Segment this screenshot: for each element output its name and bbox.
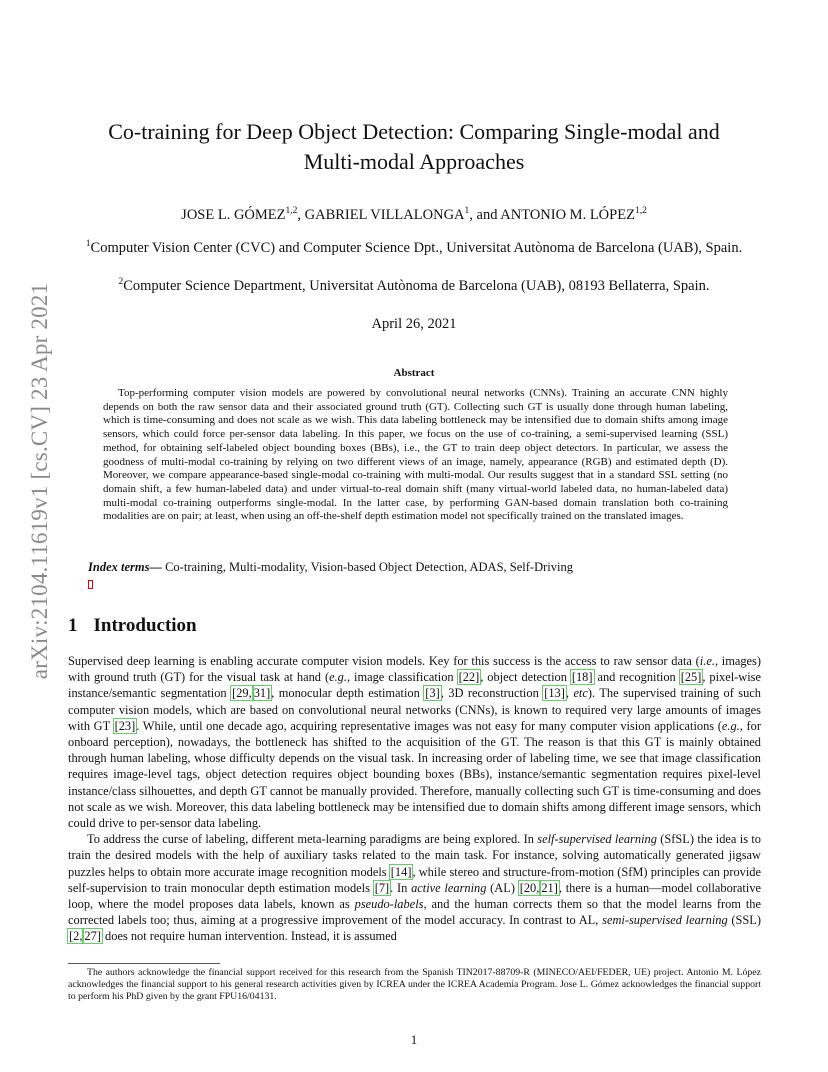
affiliation-2-text: Computer Science Department, Universitat Autònoma de Barcelona (UAB), 08193 Bellaterra, Spain.: [123, 277, 710, 294]
citation-link[interactable]: [23]: [114, 718, 136, 733]
text-run: , image classification: [346, 670, 458, 685]
text-run: does not require human intervention. Instead, it is assumed: [101, 929, 397, 944]
text-run: (AL): [486, 880, 519, 895]
citation-link[interactable]: [25]: [680, 670, 702, 685]
author-list: [60, 202, 768, 224]
emphasis: etc: [573, 686, 588, 701]
text-run: . While, until one decade ago, acquiring representative images was not easy for many computer vision applications (: [136, 718, 722, 733]
text-run: , 3D reconstruction: [440, 686, 544, 701]
text-run: (SSL): [727, 913, 761, 928]
arxiv-identifier: arXiv:2104.11619v1 [cs.CV] 23 Apr 2021: [27, 282, 52, 680]
paper-title: [60, 117, 768, 177]
section-number: 1: [68, 615, 78, 636]
paragraph-1: [68, 653, 761, 831]
author-villalonga: , GABRIEL VILLALONGA: [297, 206, 465, 223]
text-run: Supervised deep learning is enabling accurate computer vision models. Key for this success is the access to raw sensor data (: [68, 654, 700, 668]
citation-link[interactable]: 31]: [253, 686, 271, 701]
emphasis: self-supervised learning: [537, 832, 657, 847]
citation-link[interactable]: [22]: [458, 670, 480, 685]
text-run: ). The supervised training of such computer vision models, which are based on convolutional neural networks (CNNs), is known to required very large amounts of images with GT: [68, 686, 761, 733]
author-villalonga-affiliation: 1: [464, 206, 470, 216]
text-run: , while stereo and structure-from-motion (SfM) principles can provide self-supervision to train monocular depth estimation models: [68, 864, 762, 895]
affiliation-1-number: 1: [85, 239, 91, 249]
affiliation-2: [60, 273, 768, 296]
section-heading: [68, 615, 197, 637]
author-lopez-affiliation: 1,2: [634, 206, 647, 216]
footnote-anchor-link[interactable]: [88, 580, 93, 589]
citation-link[interactable]: [14]: [390, 864, 412, 879]
text-run: , for onboard perception), nowadays, the bottleneck has shifted to the acquisition of the GT. The reason is that this GT is mainly obtained through human labeling, whose difficulty depends on the visual task. In increasing order of labeling time, we see that image classification requires image-level tags, object detection requires object bounding boxes (BBs), instance/semantic segmentation requires pixel-level instance/class silhouettes, and depth GT cannot be manually provided. Therefore, manually collecting such GT is time-consuming and does not scale as we wish. Moreover, this data labeling bottleneck may be intensified due to domain shifts among different image sensors, which could drive to per-sensor data labeling.: [68, 718, 761, 831]
citation-link[interactable]: [29,: [232, 686, 252, 701]
paper-title-line-1: Co-training for Deep Object Detection: Comparing Single-modal and: [108, 119, 720, 144]
affiliation-2-number: 2: [118, 277, 124, 287]
author-gomez-affiliation: 1,2: [285, 206, 298, 216]
arxiv-identifier-stamp: [20, 282, 60, 680]
abstract-heading: Abstract: [393, 367, 435, 379]
footnote-divider: [68, 963, 220, 964]
citation-link[interactable]: [13]: [544, 686, 565, 701]
text-run: and recognition: [593, 670, 680, 685]
citation-link[interactable]: 27]: [84, 929, 101, 944]
citation-link[interactable]: [2,: [69, 929, 83, 944]
text-run: ,: [565, 686, 574, 701]
author-lopez: , and ANTONIO M. LÓPEZ: [469, 206, 635, 223]
affiliation-1-text: Computer Vision Center (CVC) and Computer Science Dpt., Universitat Autònoma de Barcelona (UAB), Spain.: [90, 239, 743, 256]
text-run: , object detection: [480, 670, 571, 685]
text-run: , pixel-wise instance/semantic segmentation: [68, 670, 762, 701]
citation-link[interactable]: 21]: [541, 880, 558, 895]
affiliation-1: [60, 235, 768, 258]
text-run: . In: [390, 880, 412, 895]
citation-link[interactable]: [7]: [374, 880, 390, 895]
text-run: To address the curse of labeling, different meta-learning paradigms are being explored. In: [87, 832, 538, 847]
footnote-acknowledgement: The authors acknowledge the financial support received for this research from the Spanish TIN2017-88709-R (MINECO/AEI/FEDER, UE) project. Antonio M. López acknowledges the financial support to his general research activities given by ICREA under the ICREA Academia Program. Jose L. Gómez acknowledges the financial support to perform his PhD given by the grant FPU16/04131.: [68, 967, 761, 1002]
abstract-text: Top-performing computer vision models are powered by convolutional neural networks (CNNs). Training an accurate CNN highly depends on both the raw sensor data and their associated ground truth (GT). Collecting such GT is usually done through human labeling, which is time-consuming and does not scale as we wish. This data labeling bottleneck may be intensified due to domain shifts among image sensors, which could force per-sensor data labeling. In this paper, we focus on the use of co-training, a semi-supervised learning (SSL) method, for obtaining self-labeled object bounding boxes (BBs), i.e., the GT to train deep object detectors. In particular, we assess the goodness of multi-modal co-training by relying on two different views of an image, namely, appearance (RGB) and estimated depth (D). Moreover, we compare appearance-based single-modal co-training with multi-modal. Our results suggest that in a standard SSL setting (no domain shift, a few human-labeled data) and under virtual-to-real domain shift (many virtual-world labeled data, no human-labeled data) multi-modal co-training outperforms single-modal. In the latter case, by performing GAN-based domain translation both co-training modalities are on pair; at least, when using an off-the-shelf depth estimation model not specifically trained on the translated images.: [103, 387, 728, 523]
paper-title-line-2: Multi-modal Approaches: [303, 149, 525, 174]
emphasis: active learning: [411, 880, 487, 895]
index-terms: [88, 560, 738, 575]
emphasis: pseudo-labels: [354, 897, 424, 912]
emphasis: i.e.: [699, 654, 715, 668]
citation-link[interactable]: [3]: [425, 686, 440, 701]
text-run: (SfSL) the idea is to train the desired models with the help of auxiliary tasks related to the main task. For instance, solving automatically generated jigsaw puzzles helps to obtain more accurate image recognition models: [68, 832, 761, 879]
publication-date: April 26, 2021: [371, 316, 457, 332]
emphasis: semi-supervised learning: [602, 913, 728, 928]
text-run: , there is a human—model collaborative loop, where the model proposes data labels, known as: [68, 880, 762, 912]
page-number: 1: [410, 1033, 418, 1047]
author-gomez: JOSE L. GÓMEZ: [181, 206, 286, 223]
body-text: [68, 653, 761, 945]
citation-link[interactable]: [20,: [519, 880, 540, 895]
text-run: , images) with ground truth (GT) for the visual task at hand (: [68, 654, 761, 685]
text-run: , and the human corrects them so that the model learns from the corrected labels too; thus, aiming at a progressive improvement of the model accuracy. In contrast to AL,: [68, 897, 761, 928]
paragraph-2: [68, 831, 761, 944]
index-terms-label: Index terms—: [88, 560, 162, 574]
section-title: Introduction: [93, 615, 197, 636]
index-terms-list: Co-training, Multi-modality, Vision-based Object Detection, ADAS, Self-Driving: [161, 560, 573, 574]
emphasis: e.g.: [721, 718, 740, 733]
text-run: , monocular depth estimation: [271, 686, 425, 701]
emphasis: e.g.: [329, 670, 347, 685]
citation-link[interactable]: [18]: [571, 670, 593, 685]
